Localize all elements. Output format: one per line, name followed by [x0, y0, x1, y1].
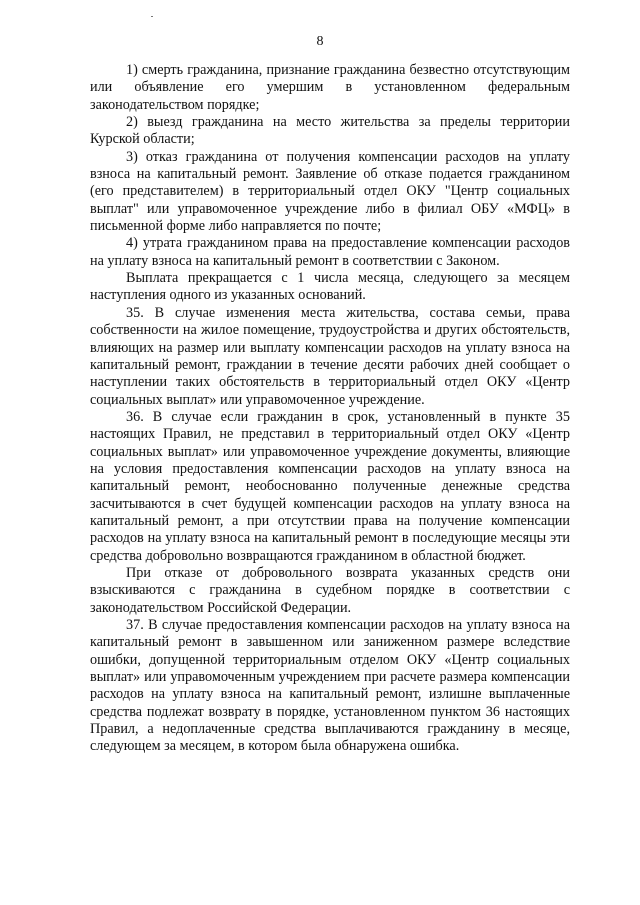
- paragraph-clause-36: 36. В случае если гражданин в срок, установленный в пункте 35 настоящих Правил, не представил в территориальный отдел ОКУ «Центр социальных выплат» или управомоченное учреждение документы, влияющие на условия предоставления компенсации расходов на уплату взноса на капитальный ремонт, необоснованно полученные денежные средства засчитываются в счет будущей компенсации расходов на уплату взноса на капитальный ремонт, а при отсутствии права на получение компенсации расходов на уплату взноса на капитальный ремонт в последующие месяцы эти средства добровольно возвращаются гражданином в областной бюджет.: [90, 408, 570, 564]
- scan-speck: [151, 16, 153, 17]
- paragraph-clause-37: 37. В случае предоставления компенсации расходов на уплату взноса на капитальный ремонт в завышенном или заниженном размере вследствие ошибки, допущенной территориальным отделом ОКУ «Центр социальных выплат» или управомоченным учреждением при расчете размера компенсации расходов на уплату взноса на капитальный ремонт, излишне выплаченные средства подлежат возврату в порядке, установленном пунктом 36 настоящих Правил, а недоплаченные средства выплачиваются гражданину в месяце, следующем за месяцем, в котором была обнаружена ошибка.: [90, 617, 570, 755]
- page-number: 8: [316, 34, 324, 49]
- paragraph-payment-termination: Выплата прекращается с 1 числа месяца, следующего за месяцем наступления одного из указанных оснований.: [90, 270, 570, 304]
- paragraph-clause-35: 35. В случае изменения места жительства, состава семьи, права собственности на жилое помещение, трудоустройства и других обстоятельств, влияющих на размер или выплату компенсации расходов на уплату взноса на капитальный ремонт, граждании в течение десяти рабочих дней сообщает о наступлении таких обстоятельств в территориальный отдел ОКУ «Центр социальных выплат» или управомоченное учреждение.: [90, 304, 570, 408]
- paragraph-2-relocation: 2) выезд гражданина на место жительства за пределы территории Курской области;: [90, 114, 570, 148]
- paragraph-3-refusal: 3) отказ гражданина от получения компенсации расходов на уплату взноса на капитальный ремонт. Заявление об отказе подается гражданином (его представителем) в территориальный отдел ОКУ "Центр социальных выплат" или управомоченное учреждение либо в филиал ОБУ «МФЦ» в письменной форме либо направляется по почте;: [90, 148, 570, 235]
- paragraph-clause-36-refusal: При отказе от добровольного возврата указанных средств они взыскиваются с гражданина в судебном порядке в соответствии с законодательством Российской Федерации.: [90, 564, 570, 616]
- paragraph-1-death: 1) смерть гражданина, признание гражданина безвестно отсутствующим или объявление его умершим в установленном федеральным законодательством порядке;: [90, 62, 570, 113]
- paragraph-4-loss-of-right: 4) утрата гражданином права на предоставление компенсации расходов на уплату взноса на капитальный ремонт в соответствии с Законом.: [90, 235, 570, 269]
- document-body: [90, 62, 570, 756]
